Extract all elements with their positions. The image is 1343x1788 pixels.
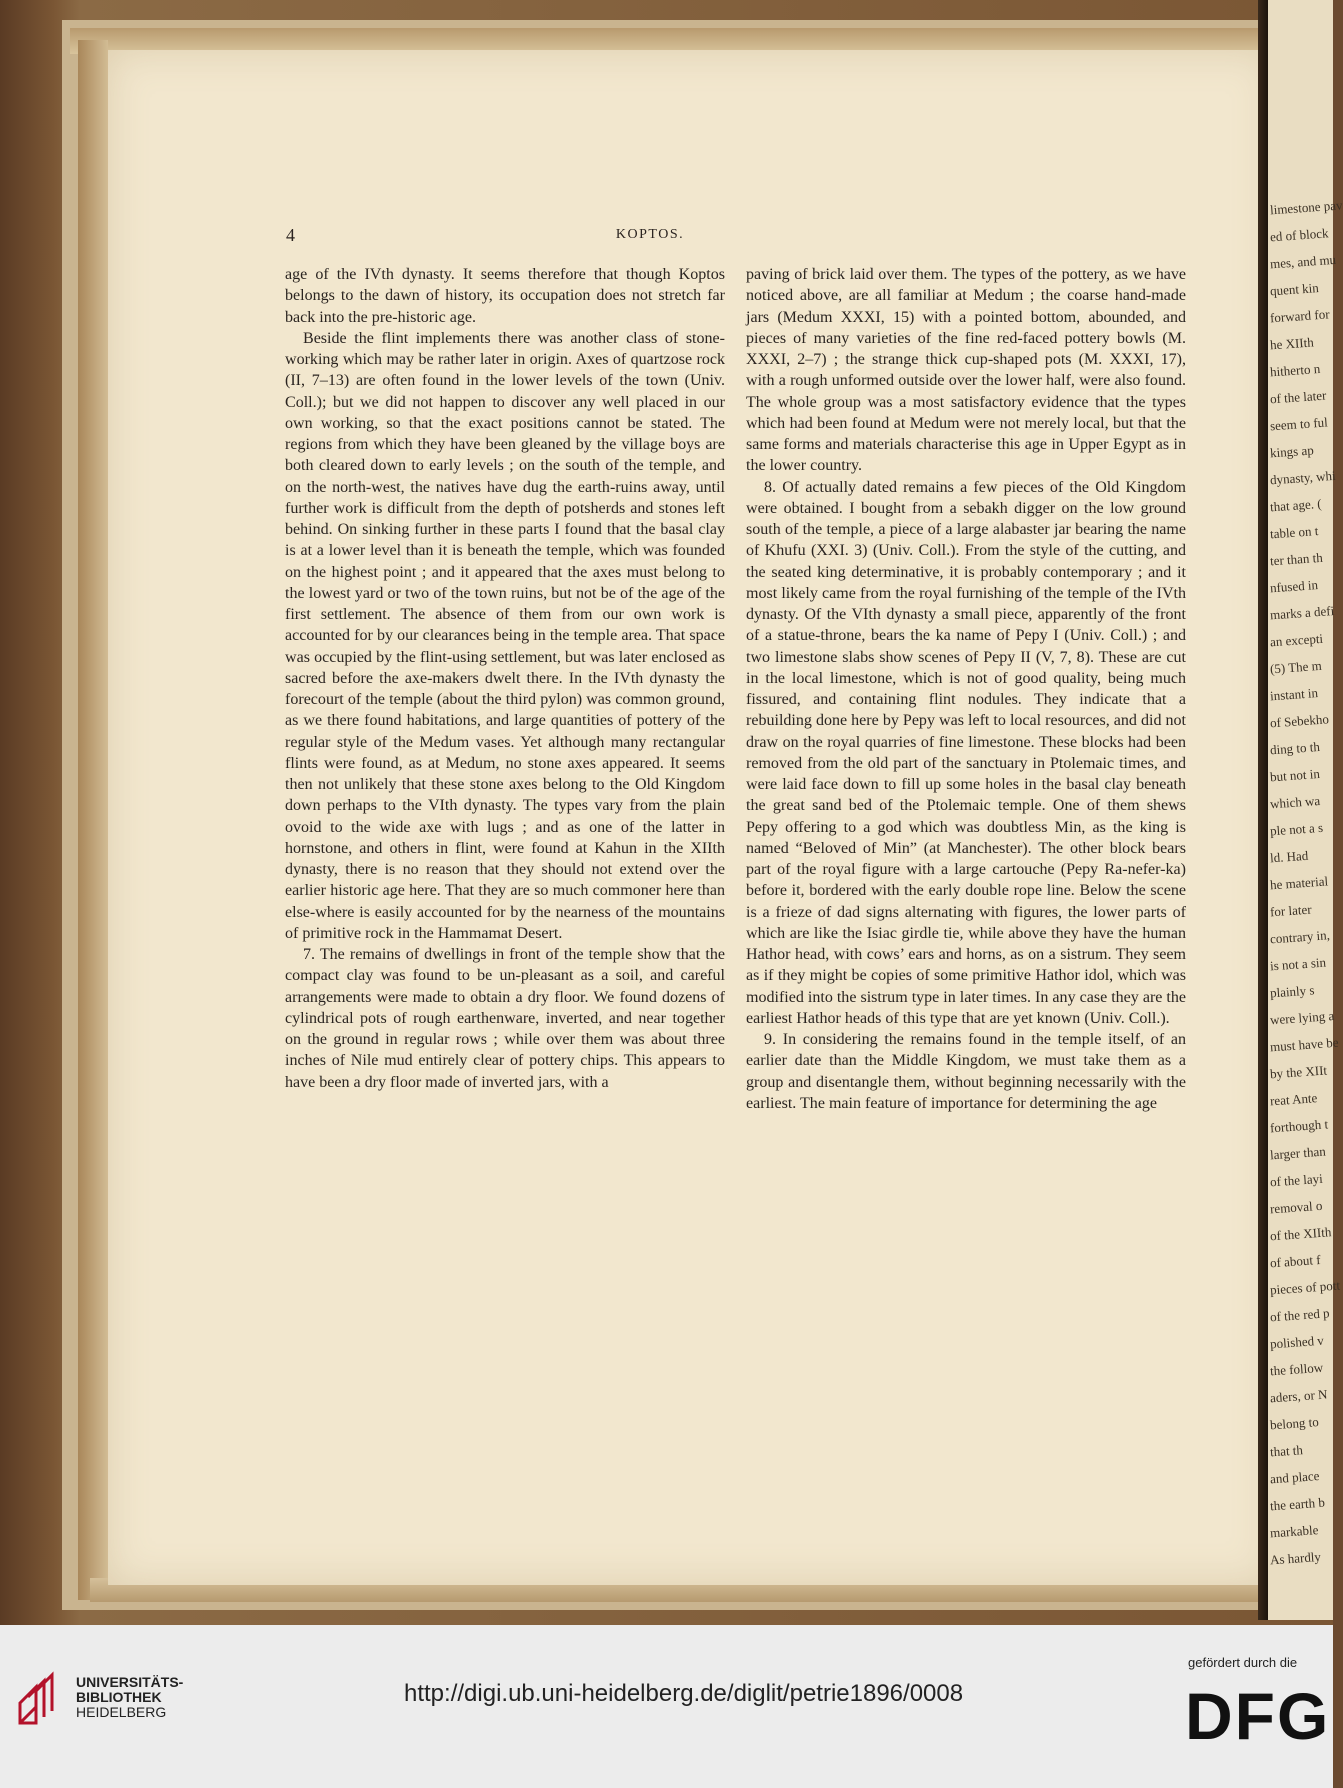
adjacent-page-text-fragment: ple not a s <box>1269 819 1324 839</box>
adjacent-page-text-fragment: ed of block <box>1269 225 1329 245</box>
adjacent-page-text-fragment: of Sebekho <box>1269 711 1330 731</box>
adjacent-page-text-fragment: polished v <box>1269 1332 1325 1352</box>
adjacent-page-text-fragment: larger than <box>1269 1143 1327 1163</box>
funding-label: gefördert durch die <box>1188 1655 1298 1670</box>
page-header <box>0 225 1333 245</box>
adjacent-page-text-fragment: markable <box>1269 1522 1319 1541</box>
adjacent-page-text-fragment: kings ap <box>1269 442 1315 461</box>
university-library-logo-icon <box>14 1673 70 1729</box>
adjacent-page-text-fragment: As hardly <box>1269 1548 1322 1568</box>
running-title: KOPTOS. <box>615 227 685 242</box>
adjacent-page-text-fragment: for later <box>1269 901 1312 920</box>
adjacent-page-text-fragment: were lying a <box>1269 1007 1335 1028</box>
adjacent-page-text-fragment: mes, and mu <box>1269 251 1337 272</box>
dfg-logo: DFG <box>1185 1679 1331 1753</box>
adjacent-page-text-fragment: by the XIIt <box>1269 1062 1328 1082</box>
viewer-footer <box>0 1625 1333 1788</box>
adjacent-page-text-fragment: table on t <box>1269 523 1319 542</box>
paragraph: 7. The remains of dwellings in front of the temple show that the compact clay was found to be un-pleasant as a soil, and careful arrangements were made to obtain a dry floor. We found dozens of cylindrical pots of rough earthenware, inverted, and near together on the ground in regular rows ; while over them was about three inches of Nile mud entirely clear of pottery chips. This appears to have been a dry floor made of inverted jars, with a <box>285 946 725 1091</box>
adjacent-page-text-fragment: of the XIIth <box>1269 1224 1332 1244</box>
adjacent-page-text-fragment: that th <box>1269 1442 1304 1460</box>
library-name-line: UNIVERSITÄTS- <box>76 1674 184 1690</box>
adjacent-page-text-fragment: ding to th <box>1269 738 1321 758</box>
adjacent-page-text-fragment: is not a sin <box>1269 954 1327 974</box>
paragraph: paving of brick laid over them. The types of the pottery, as we have noticed above, are all familiar at Medum ; the coarse hand-made jars (Medum XXXI, 15) with a pointed bottom, abounded, and pieces of many varieties of the fine red-faced pottery bowls (M. XXXI, 2–7) ; the strange thick cup-shaped pots (M. XXXI, 17), with a rough unformed outside over the lower half, were also found. The whole group was a most satisfactory evidence that the types which had been found at Medum were not merely local, but that the same forms and materials characterise this age in Upper Egypt as in the lower country. <box>746 266 1186 475</box>
library-name-line: BIBLIOTHEK <box>76 1689 162 1705</box>
adjacent-page-text-fragment: marks a defi <box>1269 602 1335 623</box>
adjacent-page-text-fragment: ter than th <box>1269 549 1324 569</box>
adjacent-page-text-fragment: and place <box>1269 1468 1320 1487</box>
permalink-url[interactable]: http://digi.ub.uni-heidelberg.de/diglit/petrie1896/0008 <box>404 1680 964 1707</box>
tape-left <box>78 40 108 1600</box>
library-name-line: HEIDELBERG <box>76 1704 167 1720</box>
paragraph: 8. Of actually dated remains a few pieces of the Old Kingdom were obtained. I bought from a sebakh digger on the low ground south of the temple, a piece of a large alabaster jar bearing the name of Khufu (XXI. 3) (Univ. Coll.). From the style of the cutting, and the seated king determinative, it is probably contemporary ; and it most likely came from the royal furnishing of the temple of the IVth dynasty. Of the VIth dynasty a small piece, apparently of the front of a statue-throne, bears the ka name of Pepy I (Univ. Coll.) ; and two limestone slabs show scenes of Pepy II (V, 7, 8). These are cut in the local limestone, which is not of good quality, being much fissured, and containing flint nodules. They indicate that a rebuilding done here by Pepy was left to local resources, and did not draw on the royal quarries of fine limestone. These blocks had been removed from the old part of the sanctuary in Ptolemaic times, and were laid face down to fill up some holes in the basal clay beneath the great sand bed of the Ptolemaic temple. One of them shews Pepy offering to a god which was doubtless Min, as the king is named “Beloved of Min” (at Manchester). The other block bears part of the royal figure with a large cartouche (Pepy Ra-nefer-ka) before it, bordered with the early double rope line. Below the scene is a frieze of dad signs alternating with figures, the lower parts of which are like the Isiac girdle tie, while above they have the human Hathor head, with cows’ ears and horns, as on a sistrum. They seem as if they might be copies of some primitive Hathor idol, which was modified into the sistrum type in later times. In any case they are the earliest Hathor heads of this type that are yet known (Univ. Coll.). <box>746 478 1186 1027</box>
adjacent-page-text-fragment: forthough t <box>1269 1116 1329 1136</box>
adjacent-page-text-fragment: nfused in <box>1269 577 1319 596</box>
adjacent-page-text-fragment: of about f <box>1269 1251 1321 1271</box>
adjacent-page-text-fragment: the earth b <box>1269 1494 1326 1514</box>
paragraph: age of the IVth dynasty. It seems therefore that though Koptos belongs to the dawn of history, its occupation does not stretch far back into the pre-historic age. <box>285 266 725 326</box>
adjacent-page-text-fragment: that age. ( <box>1269 495 1323 515</box>
adjacent-page-text-fragment: reat Ante <box>1269 1090 1318 1109</box>
adjacent-page-text-fragment: contrary in, <box>1269 927 1331 947</box>
adjacent-page-text-fragment: limestone pav <box>1269 197 1343 218</box>
paragraph: Beside the flint implements there was another class of stone-working which may be rather later in origin. Axes of quartzose rock (II, 7–13) are often found in the lower levels of the town (Univ. Coll.); but we did not happen to discover any well placed in our own working, so that the exact positions cannot be stated. The regions from which they have been gleaned by the village boys are both cleared down to early levels ; on the south of the temple, and on the north-west, the natives have dug the earth-ruins away, until further work is difficult from the depth of potsherds and stones left behind. On sinking further in these parts I found that the basal clay is at a lower level than it is beneath the temple, which was founded on the highest point ; and it appeared that the axes must belong to the lowest yard or two of the town ruins, but not be of the age of the first settlement. The absence of them from our own work is accounted for by our clearances being in the temple area. That space was occupied by the flint-using settlement, but was later enclosed as sacred before the axe-makers dwelt there. In the IVth dynasty the forecourt of the temple (about the third pylon) was common ground, as we there found habitations, and large quantities of pottery of the regular style of the Medum vases. Yet although many rectangular flints were found, as at Medum, no stone axes appeared. It seems then not unlikely that these stone axes belong to the Old Kingdom down perhaps to the VIth dynasty. The types vary from the plain ovoid to the wide axe with lugs ; and as one of the latter in hornstone, and others in flint, were found at Kahun in the XIIth dynasty, there is no reason that they should not extend over the earlier historic age here. That they are so much commoner here than else-where is easily accounted for by the nearness of the mountains of primitive rock in the Hammamat Desert. <box>285 329 725 942</box>
adjacent-page-text-fragment: but not in <box>1269 765 1321 785</box>
adjacent-page-text-fragment: of the red p <box>1269 1305 1330 1325</box>
adjacent-page-text-fragment: of the later <box>1269 387 1327 407</box>
adjacent-page-text-fragment: he XIIth <box>1269 334 1315 353</box>
adjacent-page-text-fragment: ld. Had <box>1269 847 1309 866</box>
adjacent-page-text-fragment: pieces of pott <box>1269 1277 1341 1298</box>
adjacent-page-text-fragment: dynasty, whi <box>1269 467 1337 488</box>
adjacent-page-text-fragment: removal o <box>1269 1197 1323 1217</box>
adjacent-page-text-fragment: aders, or N <box>1269 1386 1328 1406</box>
adjacent-page-text-fragment: of the layi <box>1269 1170 1324 1190</box>
adjacent-page-text-fragment: hitherto n <box>1269 360 1321 380</box>
adjacent-page-text-fragment: must have be <box>1269 1034 1340 1055</box>
adjacent-page-text-fragment: an excepti <box>1269 630 1324 650</box>
adjacent-page-text-fragment: instant in <box>1269 685 1319 704</box>
adjacent-page-text-fragment: which wa <box>1269 792 1321 812</box>
library-name <box>76 1675 183 1720</box>
adjacent-page-text-fragment: the follow <box>1269 1359 1324 1379</box>
adjacent-page-text-fragment: (5) The m <box>1269 657 1323 677</box>
page-number: 4 <box>286 225 295 245</box>
adjacent-page-text-fragment: belong to <box>1269 1414 1320 1433</box>
left-column <box>285 264 725 1093</box>
adjacent-page-text-fragment: seem to ful <box>1269 414 1329 434</box>
adjacent-page-text-fragment: forward for <box>1269 306 1330 326</box>
adjacent-page-text-fragment: plainly s <box>1269 982 1315 1001</box>
adjacent-page-text-fragment: he material <box>1269 873 1329 893</box>
adjacent-page-text-fragment: quent kin <box>1269 280 1320 299</box>
right-column <box>746 264 1186 1114</box>
paragraph: 9. In considering the remains found in the temple itself, of an earlier date than the Middle Kingdom, we must take them as a group and disentangle them, without beginning necessarily with the earliest. The main feature of importance for determining the age <box>746 1031 1186 1112</box>
